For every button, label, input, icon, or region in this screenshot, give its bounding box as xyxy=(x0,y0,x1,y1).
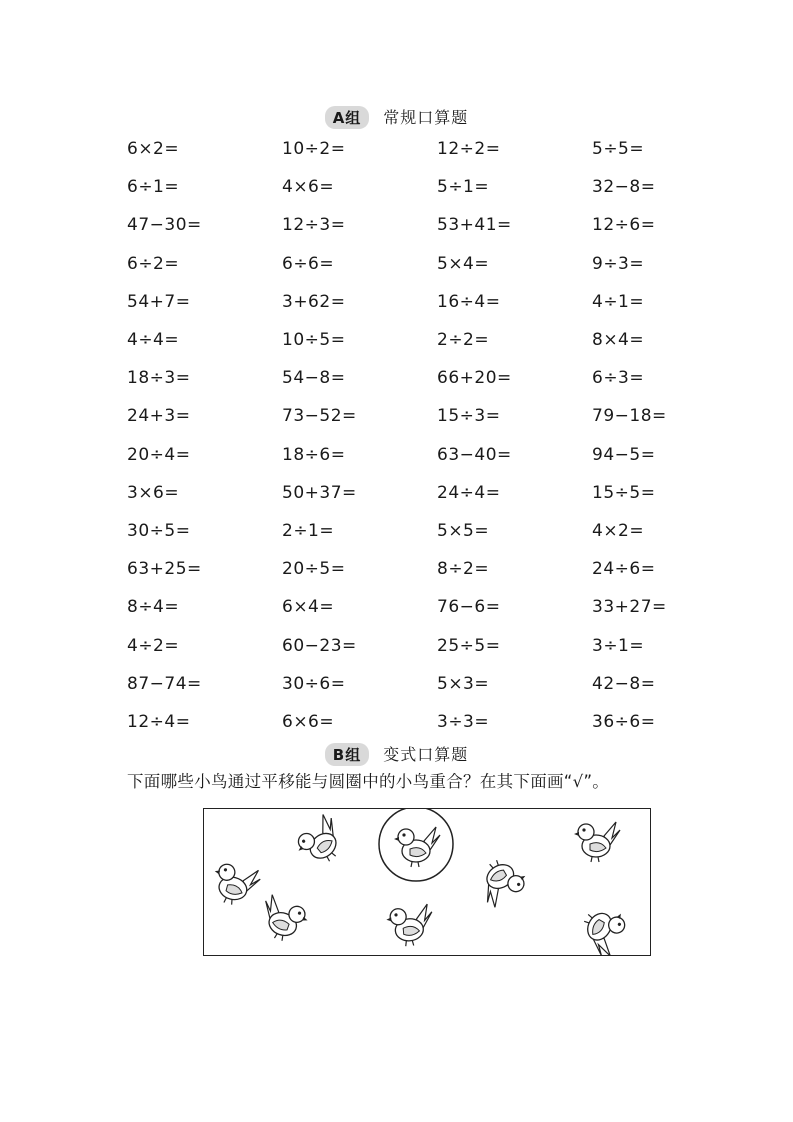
problem-item: 5÷5= xyxy=(592,139,645,160)
problem-item: 33+27= xyxy=(592,597,667,618)
bird-icon xyxy=(255,893,312,946)
problem-item: 76−6= xyxy=(437,597,501,618)
problem-row xyxy=(127,168,747,206)
problem-item: 53+41= xyxy=(437,215,512,236)
problem-item: 87−74= xyxy=(127,673,202,694)
problem-row xyxy=(127,703,747,741)
problem-item: 5×5= xyxy=(437,520,490,541)
problem-item: 24÷6= xyxy=(592,559,656,580)
problem-item: 6÷2= xyxy=(127,253,180,274)
problem-item: 16÷4= xyxy=(437,291,501,312)
problem-item: 30÷5= xyxy=(127,520,191,541)
bird-icon xyxy=(208,860,263,911)
problem-item: 6÷1= xyxy=(127,177,180,198)
instruction-text: 下面哪些小鸟通过平移能与圆圈中的小鸟重合？在其下面画“√”。 xyxy=(127,772,610,791)
problem-item: 42−8= xyxy=(592,673,656,694)
problem-item: 12÷3= xyxy=(282,215,346,236)
problem-item: 50+37= xyxy=(282,482,357,503)
problem-row xyxy=(127,665,747,703)
problem-item: 3÷3= xyxy=(437,711,490,732)
problem-item: 25÷5= xyxy=(437,635,501,656)
problem-item: 12÷6= xyxy=(592,215,656,236)
bird-icon-circled xyxy=(394,827,440,867)
problem-item: 2÷1= xyxy=(282,520,335,541)
problem-item: 54+7= xyxy=(127,291,191,312)
bird-icon xyxy=(385,904,434,948)
problem-item: 4÷2= xyxy=(127,635,180,656)
bird-icon xyxy=(471,852,531,910)
problem-item: 6×6= xyxy=(282,711,335,732)
problem-row xyxy=(127,512,747,550)
bird-icon xyxy=(574,822,620,862)
problem-item: 4÷4= xyxy=(127,330,180,351)
problem-item: 10÷5= xyxy=(282,330,346,351)
problem-item: 4×2= xyxy=(592,520,645,541)
problem-item: 5÷1= xyxy=(437,177,490,198)
bird-figure xyxy=(204,809,650,955)
problem-item: 60−23= xyxy=(282,635,357,656)
problem-item: 73−52= xyxy=(282,406,357,427)
problem-item: 6×2= xyxy=(127,139,180,160)
problem-item: 18÷3= xyxy=(127,368,191,389)
problem-item: 8×4= xyxy=(592,330,645,351)
problem-item: 12÷4= xyxy=(127,711,191,732)
problem-item: 4×6= xyxy=(282,177,335,198)
problem-item: 3+62= xyxy=(282,291,346,312)
problem-item: 3÷1= xyxy=(592,635,645,656)
section-b-title: 变式口算题 xyxy=(383,745,469,764)
problem-item: 32−8= xyxy=(592,177,656,198)
section-a-heading xyxy=(0,105,793,129)
section-b-heading xyxy=(0,742,793,766)
problem-row xyxy=(127,283,747,321)
problem-item: 8÷2= xyxy=(437,559,490,580)
problem-row xyxy=(127,130,747,168)
bird-icon xyxy=(574,900,632,955)
problem-row xyxy=(127,626,747,664)
problem-item: 4÷1= xyxy=(592,291,645,312)
section-b-badge: B组 xyxy=(325,743,369,766)
problem-row xyxy=(127,321,747,359)
problem-item: 47−30= xyxy=(127,215,202,236)
problem-item: 30÷6= xyxy=(282,673,346,694)
problem-row xyxy=(127,588,747,626)
problem-item: 54−8= xyxy=(282,368,346,389)
problem-item: 36÷6= xyxy=(592,711,656,732)
problem-row xyxy=(127,359,747,397)
problem-item: 8÷4= xyxy=(127,597,180,618)
problem-row xyxy=(127,206,747,244)
problem-item: 66+20= xyxy=(437,368,512,389)
problem-item: 9÷3= xyxy=(592,253,645,274)
bird-figure-box xyxy=(203,808,651,956)
problem-item: 24÷4= xyxy=(437,482,501,503)
problem-row xyxy=(127,550,747,588)
problem-item: 20÷5= xyxy=(282,559,346,580)
problem-item: 10÷2= xyxy=(282,139,346,160)
problem-item: 5×3= xyxy=(437,673,490,694)
bird-icon xyxy=(291,812,352,872)
problem-item: 79−18= xyxy=(592,406,667,427)
problem-item: 15÷5= xyxy=(592,482,656,503)
problem-item: 63−40= xyxy=(437,444,512,465)
problem-item: 12÷2= xyxy=(437,139,501,160)
problem-item: 2÷2= xyxy=(437,330,490,351)
problem-item: 63+25= xyxy=(127,559,202,580)
section-a-badge: A组 xyxy=(325,106,370,129)
problem-item: 20÷4= xyxy=(127,444,191,465)
problem-item: 6÷3= xyxy=(592,368,645,389)
problem-row xyxy=(127,474,747,512)
problem-item: 24+3= xyxy=(127,406,191,427)
problem-item: 6÷6= xyxy=(282,253,335,274)
problem-grid xyxy=(127,130,747,741)
problem-row xyxy=(127,397,747,435)
section-a-title: 常规口算题 xyxy=(383,108,469,127)
problem-item: 3×6= xyxy=(127,482,180,503)
problem-item: 94−5= xyxy=(592,444,656,465)
problem-item: 18÷6= xyxy=(282,444,346,465)
problem-row xyxy=(127,245,747,283)
problem-item: 5×4= xyxy=(437,253,490,274)
problem-item: 6×4= xyxy=(282,597,335,618)
problem-row xyxy=(127,436,747,474)
problem-item: 15÷3= xyxy=(437,406,501,427)
